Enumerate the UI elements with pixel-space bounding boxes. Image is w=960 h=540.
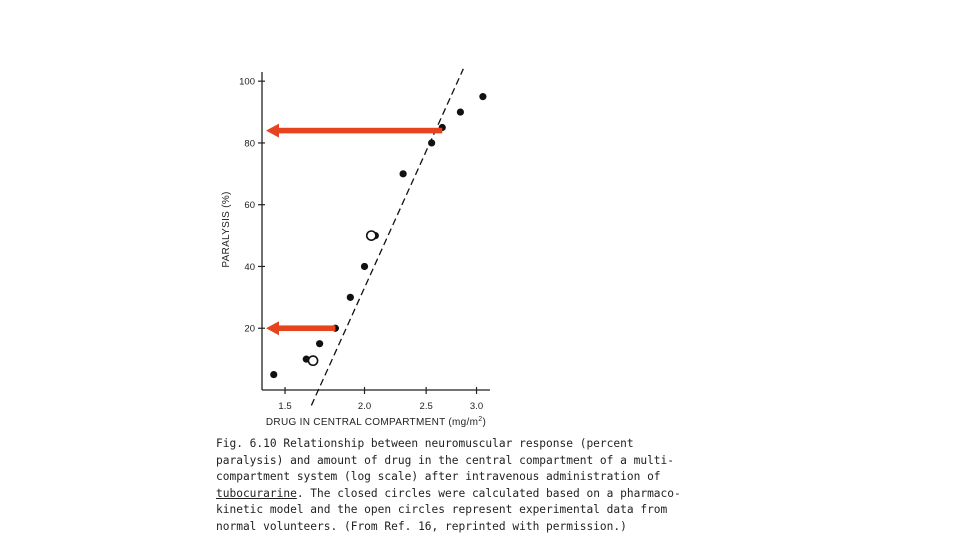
caption-text: paralysis) and amount of drug in the central compartment of a multi-	[216, 453, 675, 467]
arrow-shaft-1	[278, 128, 442, 134]
x-axis-title	[266, 416, 486, 428]
y-axis-title: PARALYSIS (%)	[221, 191, 232, 268]
caption-text: Fig. 6.10 Relationship between neuromuscular response (percent	[216, 437, 634, 450]
open-circle-point	[367, 231, 376, 240]
x-tick-label: 1.5	[278, 401, 292, 412]
filled-circle-point	[270, 371, 277, 378]
caption-line	[216, 519, 716, 536]
caption-text: compartment system (log scale) after intravenous administration of	[216, 470, 661, 484]
y-tick-label: 80	[244, 138, 255, 150]
y-tick-label: 60	[244, 200, 255, 212]
x-axis-title-close: )	[482, 417, 487, 428]
y-tick-label: 100	[239, 76, 255, 88]
caption-underlined-term: tubocurarine	[216, 486, 297, 500]
annotation-arrows-group	[266, 124, 442, 336]
open-circle-point	[308, 356, 317, 365]
filled-circle-point	[316, 340, 323, 347]
caption-text: normal volunteers. (From Ref. 16, reprinted with permission.)	[216, 519, 627, 533]
caption-line	[216, 486, 716, 503]
y-tick-label: 40	[244, 261, 255, 273]
filled-circle-point	[347, 294, 354, 301]
caption-line	[216, 469, 716, 486]
arrow-head-2	[266, 321, 279, 335]
fit-line-group	[311, 69, 463, 406]
arrow-shaft-2	[278, 325, 335, 331]
filled-circle-point	[361, 263, 368, 270]
x-tick-label: 2.0	[357, 401, 372, 412]
caption-text: . The closed circles were calculated based on a pharmaco-	[296, 486, 681, 500]
x-axis-title-superscript: 2	[478, 416, 483, 423]
filled-circle-point	[428, 139, 435, 146]
data-points-group	[270, 93, 486, 378]
filled-circle-point	[400, 170, 407, 177]
figure-caption	[216, 436, 716, 536]
caption-line	[216, 436, 716, 453]
dashed-fit-line	[311, 69, 463, 406]
filled-circle-point	[479, 93, 486, 100]
y-tick-label: 20	[244, 323, 255, 335]
x-tick-label: 3.0	[469, 401, 484, 412]
x-tick-label: 2.5	[419, 401, 433, 412]
x-axis-title-main: DRUG IN CENTRAL COMPARTMENT (mg/m	[265, 417, 479, 428]
arrow-head-1	[266, 124, 279, 138]
filled-circle-point	[457, 108, 464, 115]
caption-line	[216, 453, 716, 470]
caption-text: kinetic model and the open circles represent experimental data from	[216, 503, 668, 517]
caption-line	[216, 502, 716, 519]
